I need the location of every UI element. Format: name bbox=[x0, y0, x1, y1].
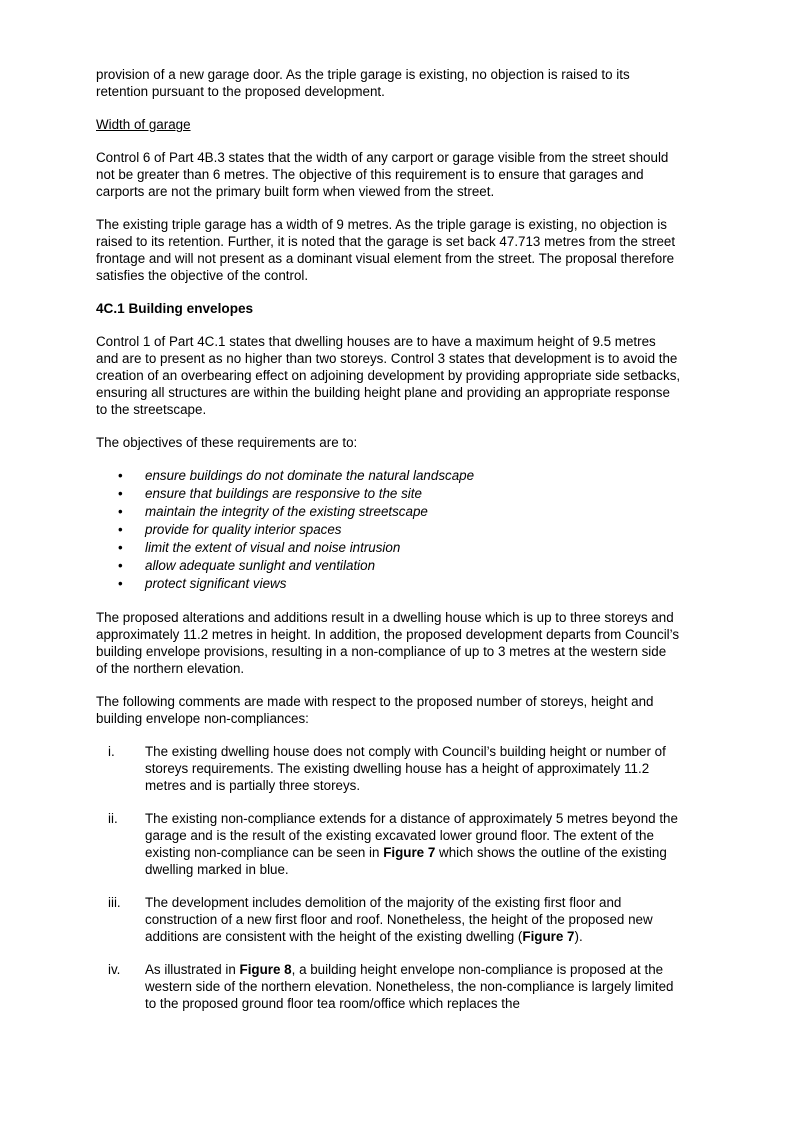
bullet-icon: • bbox=[118, 558, 123, 573]
bullet-icon: • bbox=[118, 504, 123, 519]
comment-item-i bbox=[96, 743, 681, 794]
comment-item-ii bbox=[96, 810, 681, 878]
list-number: iv. bbox=[108, 962, 121, 977]
comment-text: As illustrated in bbox=[145, 962, 240, 977]
list-item: • provide for quality interior spaces bbox=[118, 522, 342, 537]
figure-reference: Figure 8 bbox=[239, 962, 292, 977]
comment-text: ). bbox=[574, 929, 583, 944]
envelopes-paragraph-3: The proposed alterations and additions result in a dwelling house which is up to three storeys and approximately 11.2 metres in height. In addition, the proposed development departs from Council’s building envelope provisions, resulting in a non-compliance of up to 3 metres at the western side of the northern elevation. bbox=[96, 610, 680, 676]
list-number: i. bbox=[108, 744, 115, 759]
envelopes-paragraph-4: The following comments are made with respect to the proposed number of storeys, height and building envelope non-compliances: bbox=[96, 694, 654, 726]
list-item: • protect significant views bbox=[118, 576, 287, 591]
section-heading-width-of-garage: Width of garage bbox=[96, 117, 191, 132]
width-paragraph-2: The existing triple garage has a width of 9 metres. As the triple garage is existing, no objection is raised to its retention. Further, it is noted that the garage is set back 47.713 metres from the street frontage and will not present as a dominant visual element from the street. The proposal therefore satisfies the objective of the control. bbox=[96, 217, 676, 283]
figure-reference: Figure 7 bbox=[522, 929, 575, 944]
bullet-icon: • bbox=[118, 576, 123, 591]
intro-paragraph: provision of a new garage door. As the triple garage is existing, no objection is raised to its retention pursuant to the proposed development. bbox=[96, 67, 630, 99]
comment-item-iv bbox=[96, 961, 681, 1012]
comment-text: The existing non-compliance extends for a distance of approximately 5 metres beyond the garage and is the result of the existing excavated lower ground floor. The extent of the existing non-compliance can be seen in bbox=[145, 811, 678, 860]
comment-text: The development includes demolition of the majority of the existing first floor and construction of a new first floor and roof. Nonetheless, the height of the proposed new additions are consistent with the height of the existing dwelling ( bbox=[145, 895, 653, 944]
bullet-icon: • bbox=[118, 540, 123, 555]
list-item: • allow adequate sunlight and ventilation bbox=[118, 558, 376, 573]
bullet-icon: • bbox=[118, 522, 123, 537]
section-heading-building-envelopes: 4C.1 Building envelopes bbox=[96, 301, 254, 316]
bullet-icon: • bbox=[118, 486, 123, 501]
list-item: • ensure that buildings are responsive to the site bbox=[118, 486, 422, 501]
comment-text: which shows the outline of the existing dwelling marked in blue. bbox=[145, 845, 667, 877]
list-item: • ensure buildings do not dominate the natural landscape bbox=[118, 468, 475, 483]
envelopes-paragraph-1: Control 1 of Part 4C.1 states that dwelling houses are to have a maximum height of 9.5 metres and are to present as no higher than two storeys. Control 3 states that development is to avoid the creation of an overbearing effect on adjoining development by providing appropriate side setbacks, ensuring all structures are within the building height plane and providing an appropriate response to the streetscape. bbox=[96, 334, 681, 417]
comment-item-iii bbox=[96, 894, 681, 945]
list-item: • limit the extent of visual and noise intrusion bbox=[118, 540, 401, 555]
comment-text: , a building height envelope non-compliance is proposed at the western side of the northern elevation. Nonetheless, the non-compliance is largely limited to the proposed ground floor tea room/office which replaces the bbox=[145, 962, 674, 1011]
figure-reference: Figure 7 bbox=[383, 845, 436, 860]
list-item: • maintain the integrity of the existing streetscape bbox=[118, 504, 428, 519]
objectives-list bbox=[96, 467, 681, 593]
comments-list bbox=[96, 743, 681, 1012]
list-number: ii. bbox=[108, 811, 118, 826]
comment-text: The existing dwelling house does not comply with Council’s building height or number of storeys requirements. The existing dwelling house has a height of approximately 11.2 metres and is partially three storeys. bbox=[145, 744, 666, 793]
list-number: iii. bbox=[108, 895, 121, 910]
document-page bbox=[96, 66, 681, 1028]
width-paragraph-1: Control 6 of Part 4B.3 states that the width of any carport or garage visible from the street should not be greater than 6 metres. The objective of this requirement is to ensure that garages and carports are not the primary built form when viewed from the street. bbox=[96, 150, 669, 199]
bullet-icon: • bbox=[118, 468, 123, 483]
envelopes-paragraph-2: The objectives of these requirements are to: bbox=[96, 435, 358, 450]
